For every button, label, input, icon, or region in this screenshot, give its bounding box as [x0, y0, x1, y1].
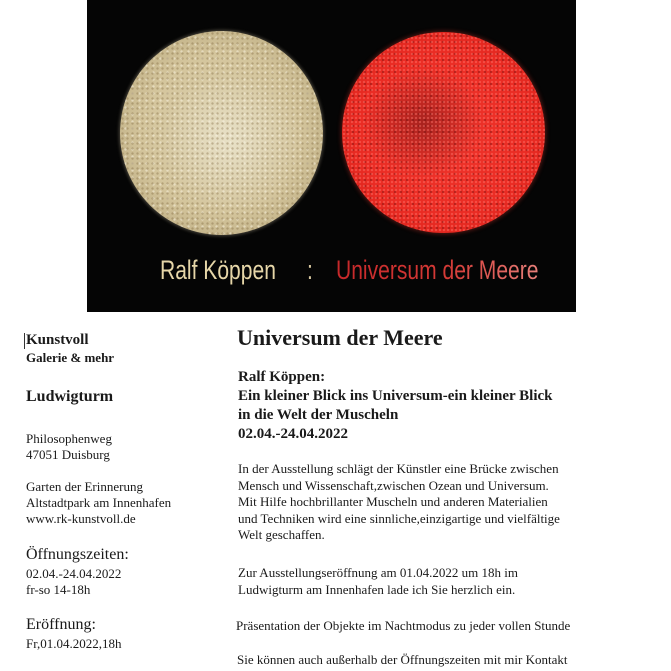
banner-separator: : [307, 255, 313, 285]
beige-shell-sphere [120, 31, 323, 235]
subtitle-artist: Ralf Köppen: [238, 369, 326, 385]
opening-hours-label: Öffnungszeiten: [26, 546, 129, 563]
brand-name: Kunstvoll [26, 332, 89, 348]
description-line: und Techniken wird eine sinnliche,einzigartige und vielfältige [238, 510, 560, 526]
website-link[interactable]: www.rk-kunstvoll.de [26, 511, 136, 526]
opening-hours-dates: 02.04.-24.04.2022 [26, 566, 122, 581]
location-garden: Garten der Erinnerung [26, 479, 143, 494]
invitation-paragraph [238, 565, 518, 598]
exhibition-subtitle [238, 368, 552, 444]
description-line: Mit Hilfe hochbrillanter Muscheln und anderen Materialien [238, 494, 548, 509]
address-street: Philosophenweg [26, 431, 112, 446]
brand-subtitle: Galerie & mehr [26, 350, 115, 365]
banner-exhibition-title: Universum der Meere [336, 252, 538, 288]
opening-hours-days: fr-so 14-18h [26, 582, 91, 597]
banner-caption [87, 252, 576, 288]
subtitle-line: in die Welt der Muscheln [238, 407, 399, 423]
red-shell-sphere [342, 32, 545, 233]
subtitle-dates: 02.04.-24.04.2022 [238, 426, 348, 442]
description-paragraph [238, 461, 560, 544]
invitation-line: Zur Ausstellungseröffnung am 01.04.2022 um 18h im [238, 565, 518, 580]
address-city: 47051 Duisburg [26, 447, 110, 462]
opening-date: Fr,01.04.2022,18h [26, 636, 122, 651]
banner-artist-name: Ralf Köppen [160, 255, 276, 285]
description-line: Mensch und Wissenschaft,zwischen Ozean und Universum. [238, 477, 549, 493]
opening-label: Eröffnung: [26, 616, 96, 633]
page-title: Universum der Meere [237, 325, 443, 350]
description-line: Welt geschaffen. [238, 527, 325, 542]
subtitle-line: Ein kleiner Blick ins Universum-ein kleiner Blick [238, 388, 553, 404]
contact-note: Sie können auch außerhalb der Öffnungszeiten mit mir Kontakt [237, 652, 568, 667]
location-park: Altstadtpark am Innenhafen [26, 495, 172, 510]
description-line: In der Ausstellung schlägt der Künstler eine Brücke zwischen [238, 461, 559, 476]
text-cursor [24, 333, 25, 349]
exhibition-banner-image [87, 0, 576, 312]
invitation-line: Ludwigturm am Innenhafen lade ich Sie herzlich ein. [238, 581, 516, 597]
presentation-note: Präsentation der Objekte im Nachtmodus zu jeder vollen Stunde [236, 618, 571, 633]
venue-name: Ludwigturm [26, 388, 114, 405]
